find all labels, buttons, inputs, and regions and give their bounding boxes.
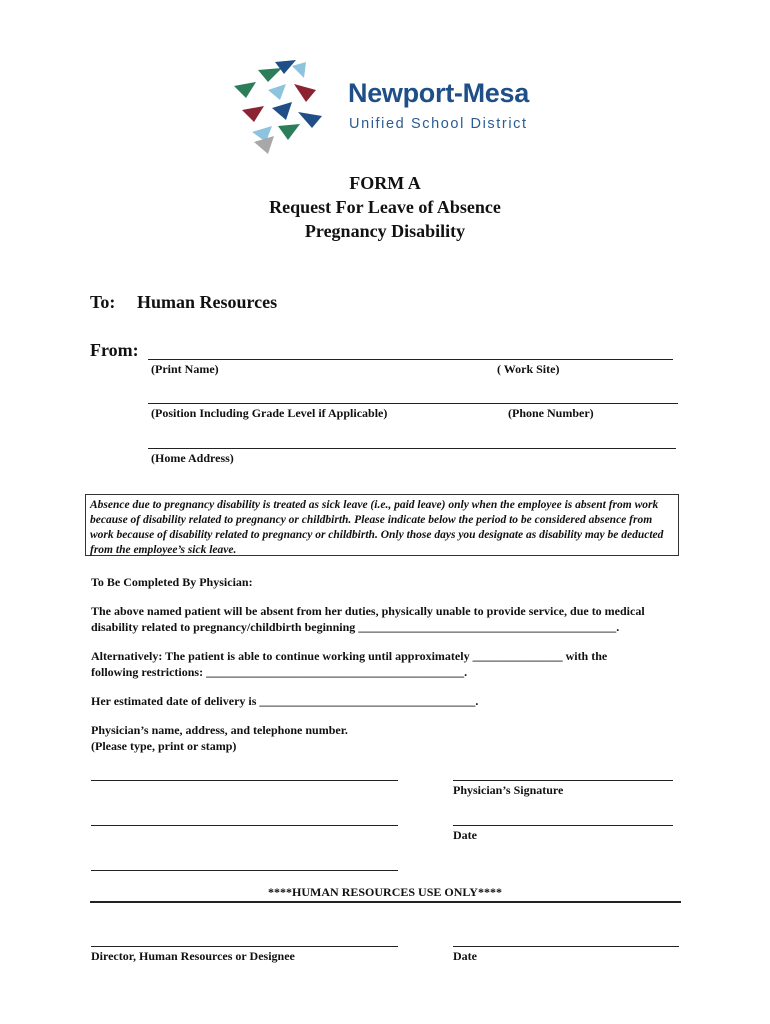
position-line[interactable] [148, 403, 678, 404]
to-value: Human Resources [137, 292, 278, 312]
logo-flag-1 [258, 68, 282, 82]
phone-label: (Phone Number) [508, 406, 594, 420]
physician-date-line[interactable] [453, 825, 673, 826]
logo-flag-4 [234, 82, 256, 98]
physician-name-hint: (Please type, print or stamp) [91, 739, 237, 753]
form-subtitle-2: Pregnancy Disability [304, 221, 466, 241]
logo-flag-9 [298, 112, 322, 128]
physician-info-line-2[interactable] [91, 825, 398, 826]
home-address-line[interactable] [148, 448, 676, 449]
to-label: To: [90, 292, 116, 312]
logo-flag-6 [294, 84, 316, 102]
director-signature-line[interactable] [91, 946, 398, 947]
logo-flag-3 [292, 62, 306, 78]
from-label: From: [90, 340, 139, 360]
logo-kite-icon [228, 60, 338, 156]
physician-heading: To Be Completed By Physician: [91, 575, 253, 589]
from-name-line[interactable] [148, 359, 673, 360]
physician-info-line-1[interactable] [91, 780, 398, 781]
hr-use-only-heading: ****HUMAN RESOURCES USE ONLY**** [268, 885, 502, 899]
form-title: FORM A [349, 173, 421, 193]
hr-date-label: Date [453, 949, 477, 963]
work-site-label: ( Work Site) [497, 362, 560, 376]
logo-flag-11 [278, 124, 300, 140]
print-name-label: (Print Name) [151, 362, 219, 376]
physician-info-line-3[interactable] [91, 870, 398, 871]
physician-signature-label: Physician’s Signature [453, 783, 564, 797]
absence-statement-line1: The above named patient will be absent from her duties, physically unable to provide service, due to medical [91, 604, 645, 618]
hr-date-line[interactable] [453, 946, 679, 947]
physician-date-label: Date [453, 828, 477, 842]
sick-leave-notice: Absence due to pregnancy disability is treated as sick leave (i.e., paid leave) only when the employee is absent from work because of disability related to pregnancy or childbirth. Please indicate below the period to be considered absence from work because of disability related to pregnancy or childbirth. Only those days you designate as disability may be deducted from the employee’s sick leave. [85, 494, 679, 556]
hr-divider [90, 901, 681, 903]
logo-name: Newport-Mesa [348, 78, 529, 108]
logo-subtitle: Unified School District [349, 116, 528, 132]
logo-flag-2 [275, 60, 296, 74]
physician-name-instruction: Physician’s name, address, and telephone number. [91, 723, 348, 737]
director-label: Director, Human Resources or Designee [91, 949, 295, 963]
absence-statement-line2[interactable]: disability related to pregnancy/childbirth beginning ___________________________________________. [91, 620, 620, 634]
position-label: (Position Including Grade Level if Applicable) [151, 406, 388, 420]
delivery-date-statement[interactable]: Her estimated date of delivery is ____________________________________. [91, 694, 479, 708]
alternative-statement-line1[interactable]: Alternatively: The patient is able to continue working until approximately _______________ with the [91, 649, 608, 663]
physician-signature-line[interactable] [453, 780, 673, 781]
home-address-label: (Home Address) [151, 451, 234, 465]
district-logo [228, 60, 548, 156]
alternative-statement-line2[interactable]: following restrictions: ___________________________________________. [91, 665, 468, 679]
logo-flag-5 [268, 84, 286, 100]
form-subtitle: Request For Leave of Absence [269, 197, 501, 217]
logo-flag-7 [242, 106, 264, 122]
logo-flag-8 [272, 102, 292, 120]
